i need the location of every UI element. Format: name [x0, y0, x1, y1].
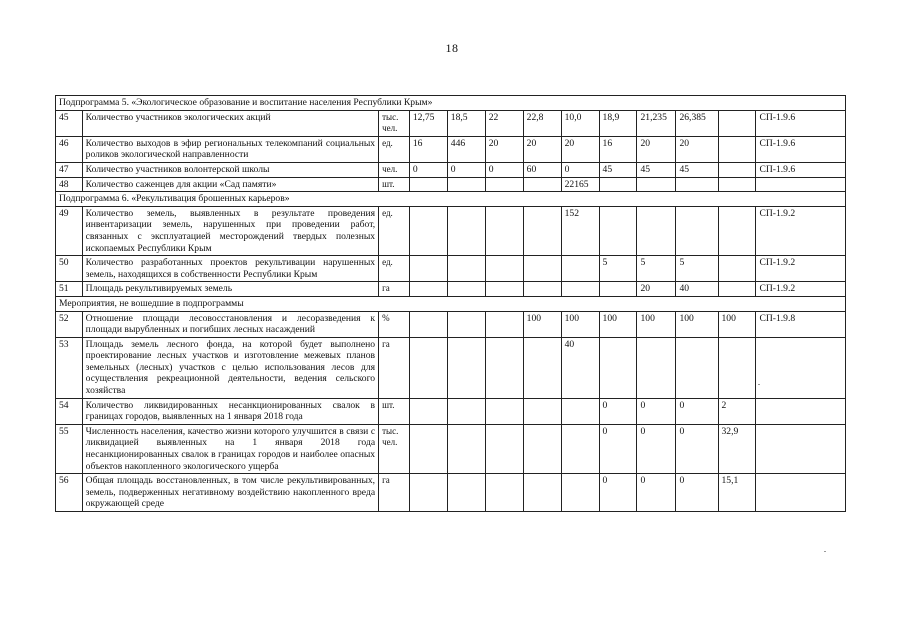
value-cell: 20: [485, 136, 523, 162]
value-cell: [523, 206, 561, 255]
indicator-name: Количество ликвидированных несанкционированных свалок в границах городов, выявленных на 1 января 2018 года: [82, 398, 378, 424]
value-cell: [447, 256, 485, 282]
unit-cell: чел.: [379, 162, 410, 177]
unit-cell: шт.: [379, 177, 410, 192]
code-cell: СП-1.9.6: [756, 110, 846, 136]
value-cell: 100: [718, 311, 756, 337]
code-cell: [756, 337, 846, 398]
section-title: Мероприятия, не вошедшие в подпрограммы: [56, 296, 846, 311]
value-cell: [718, 206, 756, 255]
unit-cell: тыс. чел.: [379, 424, 410, 473]
row-number: 47: [56, 162, 83, 177]
value-cell: 100: [561, 311, 599, 337]
value-cell: [447, 337, 485, 398]
value-cell: 152: [561, 206, 599, 255]
value-cell: [447, 206, 485, 255]
value-cell: [718, 256, 756, 282]
value-cell: [523, 282, 561, 297]
row-number: 50: [56, 256, 83, 282]
value-cell: [447, 398, 485, 424]
row-number: 52: [56, 311, 83, 337]
value-cell: [676, 177, 718, 192]
value-cell: 0: [637, 474, 676, 512]
value-cell: [485, 311, 523, 337]
code-cell: [756, 177, 846, 192]
indicator-name: Общая площадь восстановленных, в том числе рекультивированных, земель, подверженных негативному воздействию накопленного вреда окружающей среде: [82, 474, 378, 512]
value-cell: 45: [676, 162, 718, 177]
page-number: 18: [445, 41, 459, 55]
unit-cell: тыс. чел.: [379, 110, 410, 136]
row-number: 54: [56, 398, 83, 424]
value-cell: 0: [409, 162, 447, 177]
code-cell: [756, 474, 846, 512]
value-cell: 21,235: [637, 110, 676, 136]
value-cell: [561, 474, 599, 512]
value-cell: [447, 424, 485, 473]
unit-cell: га: [379, 474, 410, 512]
value-cell: 40: [561, 337, 599, 398]
row-number: 49: [56, 206, 83, 255]
row-number: 51: [56, 282, 83, 297]
value-cell: 0: [637, 398, 676, 424]
value-cell: [447, 177, 485, 192]
unit-cell: %: [379, 311, 410, 337]
indicator-name: Количество саженцев для акции «Сад памяти»: [82, 177, 378, 192]
table-row: [56, 474, 846, 512]
indicator-name: Численность населения, качество жизни которого улучшится в связи с ликвидацией выявленных на 1 января 2018 года несанкционированных свалок в границах городов и наиболее опасных объектов накопленного экологического ущерба: [82, 424, 378, 473]
indicator-name: Количество выходов в эфир региональных телекомпаний социальных роликов экологической направленности: [82, 136, 378, 162]
scan-speck: [824, 551, 826, 552]
row-number: 55: [56, 424, 83, 473]
value-cell: 20: [637, 136, 676, 162]
value-cell: [718, 162, 756, 177]
value-cell: 20: [676, 136, 718, 162]
value-cell: 5: [637, 256, 676, 282]
section-title: Подпрограмма 5. «Экологическое образование и воспитание населения Республики Крым»: [56, 96, 846, 111]
value-cell: [409, 282, 447, 297]
code-cell: [756, 398, 846, 424]
value-cell: [561, 256, 599, 282]
value-cell: 5: [676, 256, 718, 282]
table-row: [56, 177, 846, 192]
value-cell: [485, 177, 523, 192]
value-cell: 20: [561, 136, 599, 162]
table-row: [56, 136, 846, 162]
value-cell: 5: [599, 256, 637, 282]
row-number: 48: [56, 177, 83, 192]
value-cell: [409, 311, 447, 337]
unit-cell: ед.: [379, 136, 410, 162]
value-cell: [523, 177, 561, 192]
value-cell: [409, 256, 447, 282]
table-row: [56, 162, 846, 177]
value-cell: [485, 282, 523, 297]
value-cell: [409, 474, 447, 512]
value-cell: [718, 337, 756, 398]
value-cell: [523, 337, 561, 398]
value-cell: [599, 282, 637, 297]
table-row: [56, 206, 846, 255]
value-cell: 100: [523, 311, 561, 337]
value-cell: 0: [676, 398, 718, 424]
indicator-name: Количество разработанных проектов рекультивации нарушенных земель, находящихся в собственности Республики Крым: [82, 256, 378, 282]
table-row: [56, 424, 846, 473]
row-number: 56: [56, 474, 83, 512]
value-cell: [718, 282, 756, 297]
value-cell: 22,8: [523, 110, 561, 136]
code-cell: СП-1.9.2: [756, 282, 846, 297]
value-cell: 22: [485, 110, 523, 136]
value-cell: [409, 337, 447, 398]
value-cell: 18,5: [447, 110, 485, 136]
value-cell: [523, 398, 561, 424]
value-cell: 22165: [561, 177, 599, 192]
value-cell: 100: [676, 311, 718, 337]
value-cell: [561, 424, 599, 473]
table-row: [56, 337, 846, 398]
code-cell: [756, 424, 846, 473]
value-cell: [485, 337, 523, 398]
value-cell: 0: [676, 474, 718, 512]
value-cell: 10,0: [561, 110, 599, 136]
value-cell: [718, 136, 756, 162]
value-cell: 26,385: [676, 110, 718, 136]
unit-cell: ед.: [379, 256, 410, 282]
table-row: [56, 311, 846, 337]
value-cell: [485, 398, 523, 424]
value-cell: [561, 398, 599, 424]
value-cell: 2: [718, 398, 756, 424]
section-row: [56, 192, 846, 207]
table-row: [56, 282, 846, 297]
value-cell: 0: [599, 424, 637, 473]
value-cell: 60: [523, 162, 561, 177]
value-cell: 0: [447, 162, 485, 177]
value-cell: 0: [485, 162, 523, 177]
unit-cell: га: [379, 337, 410, 398]
value-cell: [676, 206, 718, 255]
unit-cell: шт.: [379, 398, 410, 424]
value-cell: [718, 177, 756, 192]
code-cell: СП-1.9.6: [756, 136, 846, 162]
value-cell: [409, 398, 447, 424]
row-number: 45: [56, 110, 83, 136]
value-cell: 40: [676, 282, 718, 297]
value-cell: 20: [637, 282, 676, 297]
value-cell: [447, 311, 485, 337]
value-cell: [409, 424, 447, 473]
value-cell: [485, 206, 523, 255]
value-cell: [523, 474, 561, 512]
value-cell: [409, 206, 447, 255]
indicator-name: Отношение площади лесовосстановления и лесоразведения к площади вырубленных и погибших лесных насаждений: [82, 311, 378, 337]
value-cell: [561, 282, 599, 297]
value-cell: [676, 337, 718, 398]
value-cell: 100: [599, 311, 637, 337]
value-cell: [523, 424, 561, 473]
value-cell: 18,9: [599, 110, 637, 136]
value-cell: 0: [599, 474, 637, 512]
row-number: 46: [56, 136, 83, 162]
indicator-name: Количество участников волонтерской школы: [82, 162, 378, 177]
value-cell: 0: [676, 424, 718, 473]
section-row: [56, 96, 846, 111]
value-cell: 45: [599, 162, 637, 177]
value-cell: [599, 177, 637, 192]
value-cell: [485, 474, 523, 512]
code-cell: СП-1.9.6: [756, 162, 846, 177]
value-cell: [637, 337, 676, 398]
code-cell: СП-1.9.2: [756, 256, 846, 282]
value-cell: 0: [599, 398, 637, 424]
value-cell: [447, 474, 485, 512]
value-cell: [718, 110, 756, 136]
value-cell: [599, 206, 637, 255]
code-cell: СП-1.9.2: [756, 206, 846, 255]
indicator-name: Количество земель, выявленных в результате проведения инвентаризации земель, нарушенных при проведении работ, связанных с эксплуатацией месторождений твердых полезных ископаемых Республики Крым: [82, 206, 378, 255]
indicator-table: [55, 95, 846, 512]
value-cell: [409, 177, 447, 192]
value-cell: 15,1: [718, 474, 756, 512]
value-cell: [599, 337, 637, 398]
unit-cell: га: [379, 282, 410, 297]
indicator-name: Площадь рекультивируемых земель: [82, 282, 378, 297]
value-cell: 100: [637, 311, 676, 337]
indicator-name: Площадь земель лесного фонда, на которой будет выполнено проектирование лесных участков и изготовление межевых планов земельных (лесных) участков с целью использования лесов для осуществления рекреационной деятельности, ведения сельского хозяйства: [82, 337, 378, 398]
value-cell: 0: [561, 162, 599, 177]
code-cell: СП-1.9.8: [756, 311, 846, 337]
scan-speck: [758, 384, 760, 385]
section-row: [56, 296, 846, 311]
value-cell: 16: [409, 136, 447, 162]
unit-cell: ед.: [379, 206, 410, 255]
value-cell: [485, 256, 523, 282]
row-number: 53: [56, 337, 83, 398]
value-cell: [447, 282, 485, 297]
value-cell: 0: [637, 424, 676, 473]
value-cell: [637, 206, 676, 255]
value-cell: 446: [447, 136, 485, 162]
value-cell: 20: [523, 136, 561, 162]
table-row: [56, 110, 846, 136]
table-row: [56, 256, 846, 282]
table-row: [56, 398, 846, 424]
value-cell: 32,9: [718, 424, 756, 473]
value-cell: 16: [599, 136, 637, 162]
value-cell: 45: [637, 162, 676, 177]
section-title: Подпрограмма 6. «Рекультивация брошенных карьеров»: [56, 192, 846, 207]
value-cell: [637, 177, 676, 192]
value-cell: [523, 256, 561, 282]
indicator-name: Количество участников экологических акций: [82, 110, 378, 136]
value-cell: 12,75: [409, 110, 447, 136]
value-cell: [485, 424, 523, 473]
